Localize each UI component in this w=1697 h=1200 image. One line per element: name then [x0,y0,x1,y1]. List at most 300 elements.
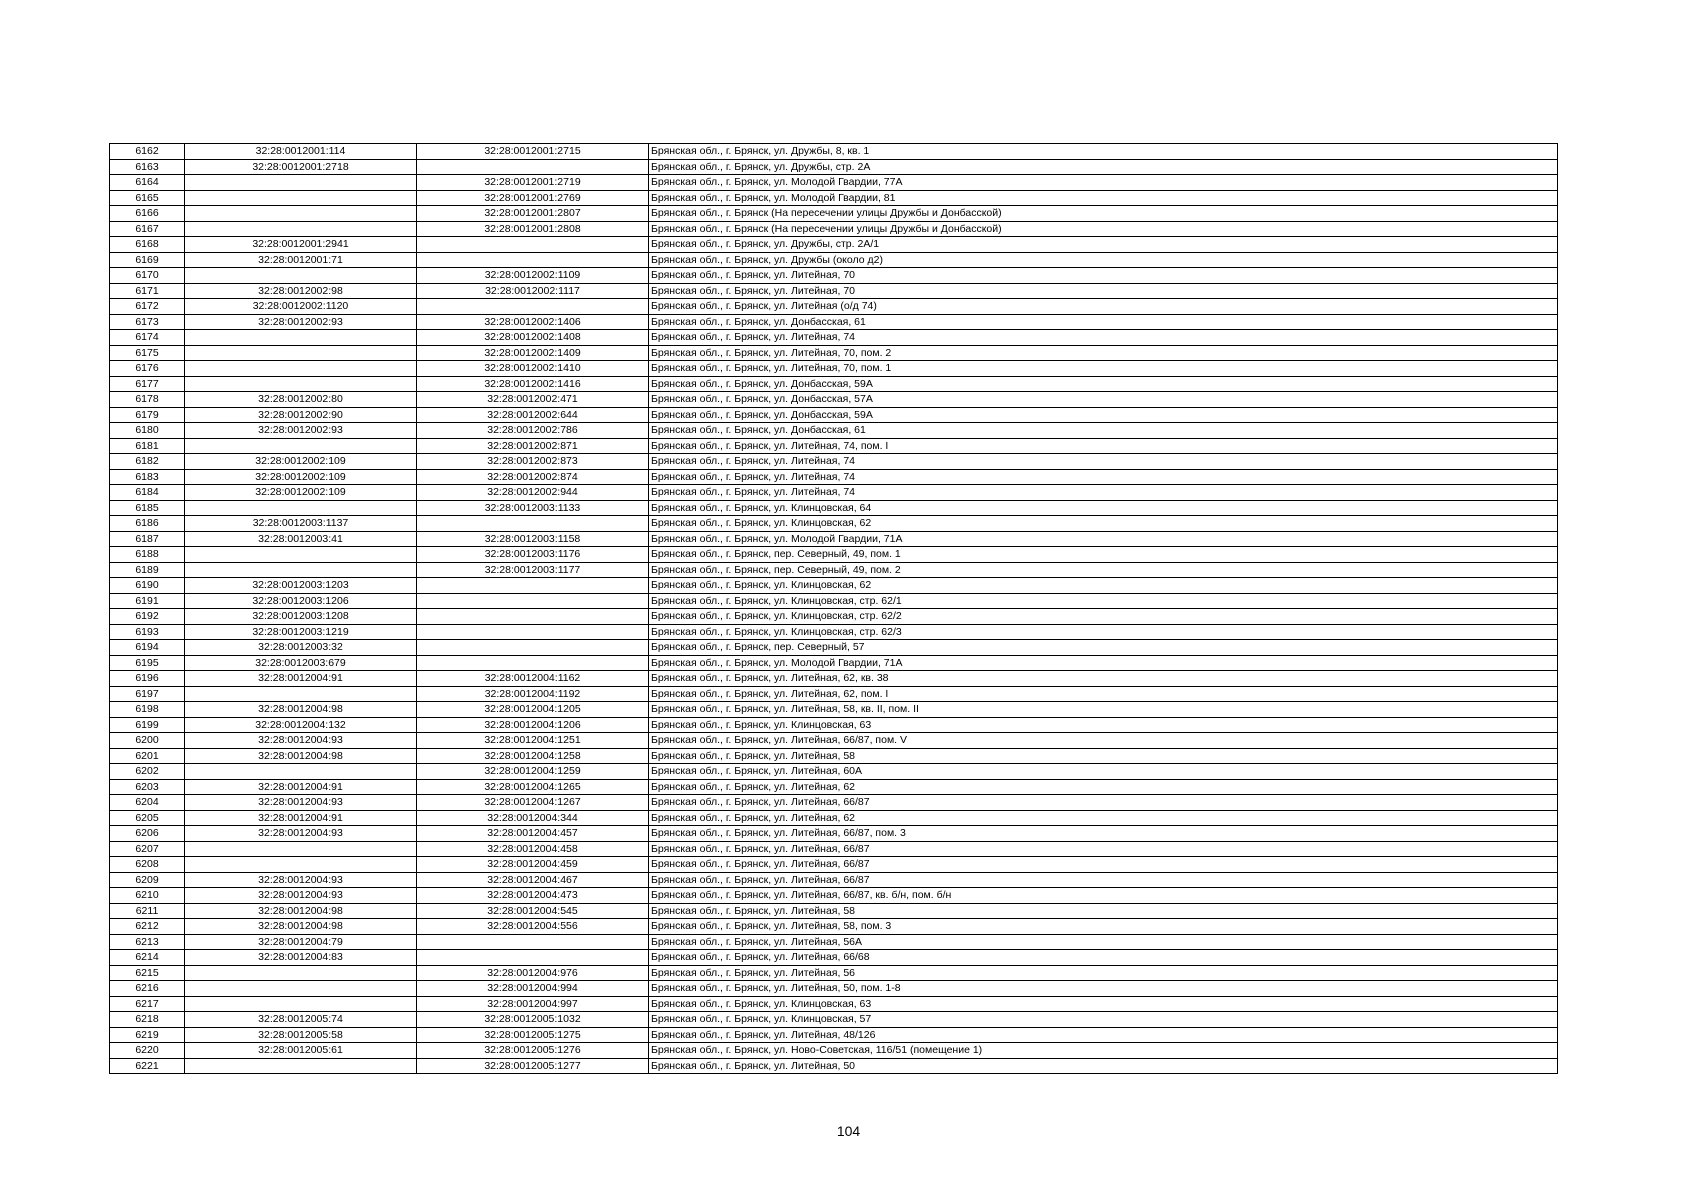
table-row [110,950,1558,966]
object-cadastral-number-cell: 32:28:0012004:1205 [417,702,649,718]
parcel-cadastral-number-cell [185,345,417,361]
object-cadastral-number-cell: 32:28:0012004:1251 [417,733,649,749]
table-row [110,500,1558,516]
table-row [110,547,1558,563]
object-cadastral-number-cell: 32:28:0012002:644 [417,407,649,423]
address-cell: Брянская обл., г. Брянск, ул. Литейная, 58 [649,748,1558,764]
table-row [110,795,1558,811]
parcel-cadastral-number-cell: 32:28:0012002:80 [185,392,417,408]
table-row [110,888,1558,904]
object-cadastral-number-cell: 32:28:0012003:1176 [417,547,649,563]
parcel-cadastral-number-cell: 32:28:0012004:93 [185,888,417,904]
object-cadastral-number-cell: 32:28:0012001:2769 [417,190,649,206]
parcel-cadastral-number-cell [185,1058,417,1074]
address-cell: Брянская обл., г. Брянск, ул. Литейная, 70 [649,283,1558,299]
address-cell: Брянская обл., г. Брянск, ул. Литейная, 74, пом. I [649,438,1558,454]
parcel-cadastral-number-cell: 32:28:0012002:109 [185,454,417,470]
row-number-cell: 6189 [110,562,185,578]
object-cadastral-number-cell: 32:28:0012002:1409 [417,345,649,361]
parcel-cadastral-number-cell [185,268,417,284]
object-cadastral-number-cell: 32:28:0012004:344 [417,810,649,826]
row-number-cell: 6215 [110,965,185,981]
object-cadastral-number-cell: 32:28:0012004:473 [417,888,649,904]
register-table [109,143,1558,1074]
row-number-cell: 6172 [110,299,185,315]
table-row [110,609,1558,625]
table-row [110,593,1558,609]
row-number-cell: 6162 [110,144,185,160]
parcel-cadastral-number-cell: 32:28:0012004:93 [185,826,417,842]
row-number-cell: 6199 [110,717,185,733]
table-row [110,764,1558,780]
object-cadastral-number-cell: 32:28:0012002:471 [417,392,649,408]
row-number-cell: 6184 [110,485,185,501]
object-cadastral-number-cell: 32:28:0012003:1177 [417,562,649,578]
row-number-cell: 6195 [110,655,185,671]
table-row [110,965,1558,981]
object-cadastral-number-cell: 32:28:0012004:467 [417,872,649,888]
table-row [110,686,1558,702]
table-row [110,872,1558,888]
object-cadastral-number-cell [417,609,649,625]
address-cell: Брянская обл., г. Брянск, ул. Литейная, 50 [649,1058,1558,1074]
table-row [110,640,1558,656]
address-cell: Брянская обл., г. Брянск, ул. Литейная, 66/68 [649,950,1558,966]
address-cell: Брянская обл., г. Брянск, ул. Литейная, 66/87 [649,795,1558,811]
row-number-cell: 6213 [110,934,185,950]
address-cell: Брянская обл., г. Брянск, ул. Литейная, 74 [649,330,1558,346]
row-number-cell: 6216 [110,981,185,997]
object-cadastral-number-cell: 32:28:0012002:786 [417,423,649,439]
row-number-cell: 6214 [110,950,185,966]
object-cadastral-number-cell [417,159,649,175]
address-cell: Брянская обл., г. Брянск, ул. Дружбы, стр. 2А [649,159,1558,175]
parcel-cadastral-number-cell [185,965,417,981]
parcel-cadastral-number-cell: 32:28:0012002:109 [185,469,417,485]
address-cell: Брянская обл., г. Брянск, ул. Литейная, 66/87 [649,841,1558,857]
address-cell: Брянская обл., г. Брянск, ул. Литейная, 60А [649,764,1558,780]
object-cadastral-number-cell: 32:28:0012004:1162 [417,671,649,687]
parcel-cadastral-number-cell: 32:28:0012003:1208 [185,609,417,625]
object-cadastral-number-cell: 32:28:0012004:1258 [417,748,649,764]
address-cell: Брянская обл., г. Брянск, ул. Литейная, 70, пом. 1 [649,361,1558,377]
row-number-cell: 6210 [110,888,185,904]
row-number-cell: 6173 [110,314,185,330]
parcel-cadastral-number-cell: 32:28:0012003:679 [185,655,417,671]
parcel-cadastral-number-cell: 32:28:0012004:132 [185,717,417,733]
table-row [110,438,1558,454]
table-row [110,748,1558,764]
object-cadastral-number-cell: 32:28:0012004:556 [417,919,649,935]
object-cadastral-number-cell [417,299,649,315]
address-cell: Брянская обл., г. Брянск, ул. Клинцовская, 57 [649,1012,1558,1028]
parcel-cadastral-number-cell: 32:28:0012003:41 [185,531,417,547]
parcel-cadastral-number-cell [185,330,417,346]
table-row [110,485,1558,501]
address-cell: Брянская обл., г. Брянск, ул. Литейная, 62 [649,779,1558,795]
object-cadastral-number-cell: 32:28:0012001:2715 [417,144,649,160]
address-cell: Брянская обл., г. Брянск, ул. Литейная, 58 [649,903,1558,919]
parcel-cadastral-number-cell [185,547,417,563]
row-number-cell: 6205 [110,810,185,826]
parcel-cadastral-number-cell: 32:28:0012003:1206 [185,593,417,609]
row-number-cell: 6165 [110,190,185,206]
parcel-cadastral-number-cell: 32:28:0012004:93 [185,872,417,888]
object-cadastral-number-cell [417,593,649,609]
address-cell: Брянская обл., г. Брянск, ул. Литейная, 74 [649,469,1558,485]
parcel-cadastral-number-cell: 32:28:0012004:93 [185,733,417,749]
row-number-cell: 6167 [110,221,185,237]
row-number-cell: 6168 [110,237,185,253]
address-cell: Брянская обл., г. Брянск, ул. Ново-Советская, 116/51 (помещение 1) [649,1043,1558,1059]
object-cadastral-number-cell: 32:28:0012004:1206 [417,717,649,733]
row-number-cell: 6209 [110,872,185,888]
table-row [110,702,1558,718]
parcel-cadastral-number-cell: 32:28:0012004:98 [185,748,417,764]
parcel-cadastral-number-cell: 32:28:0012002:1120 [185,299,417,315]
object-cadastral-number-cell: 32:28:0012002:874 [417,469,649,485]
table-row [110,1043,1558,1059]
parcel-cadastral-number-cell: 32:28:0012005:74 [185,1012,417,1028]
row-number-cell: 6186 [110,516,185,532]
parcel-cadastral-number-cell: 32:28:0012005:61 [185,1043,417,1059]
row-number-cell: 6181 [110,438,185,454]
object-cadastral-number-cell: 32:28:0012002:944 [417,485,649,501]
address-cell: Брянская обл., г. Брянск, ул. Клинцовская, стр. 62/1 [649,593,1558,609]
address-cell: Брянская обл., г. Брянск, ул. Литейная, 70, пом. 2 [649,345,1558,361]
object-cadastral-number-cell [417,516,649,532]
table-row [110,655,1558,671]
row-number-cell: 6182 [110,454,185,470]
table-row [110,857,1558,873]
object-cadastral-number-cell: 32:28:0012002:1109 [417,268,649,284]
address-cell: Брянская обл., г. Брянск, ул. Литейная, 74 [649,485,1558,501]
parcel-cadastral-number-cell: 32:28:0012001:2941 [185,237,417,253]
address-cell: Брянская обл., г. Брянск, ул. Дружбы, 8, кв. 1 [649,144,1558,160]
parcel-cadastral-number-cell: 32:28:0012004:98 [185,919,417,935]
row-number-cell: 6219 [110,1027,185,1043]
row-number-cell: 6212 [110,919,185,935]
address-cell: Брянская обл., г. Брянск, ул. Донбасская, 59А [649,376,1558,392]
address-cell: Брянская обл., г. Брянск, ул. Литейная, 58, пом. 3 [649,919,1558,935]
object-cadastral-number-cell: 32:28:0012004:1267 [417,795,649,811]
parcel-cadastral-number-cell [185,857,417,873]
row-number-cell: 6201 [110,748,185,764]
address-cell: Брянская обл., г. Брянск, ул. Литейная, 66/87, кв. б/н, пом. б/н [649,888,1558,904]
object-cadastral-number-cell: 32:28:0012002:873 [417,454,649,470]
parcel-cadastral-number-cell: 32:28:0012004:91 [185,810,417,826]
table-row [110,826,1558,842]
parcel-cadastral-number-cell: 32:28:0012001:2718 [185,159,417,175]
object-cadastral-number-cell [417,624,649,640]
parcel-cadastral-number-cell: 32:28:0012004:79 [185,934,417,950]
parcel-cadastral-number-cell: 32:28:0012003:1137 [185,516,417,532]
object-cadastral-number-cell: 32:28:0012005:1275 [417,1027,649,1043]
table-row [110,190,1558,206]
parcel-cadastral-number-cell [185,361,417,377]
parcel-cadastral-number-cell: 32:28:0012004:98 [185,903,417,919]
table-row [110,624,1558,640]
object-cadastral-number-cell: 32:28:0012004:545 [417,903,649,919]
object-cadastral-number-cell: 32:28:0012002:1410 [417,361,649,377]
row-number-cell: 6211 [110,903,185,919]
parcel-cadastral-number-cell [185,841,417,857]
parcel-cadastral-number-cell: 32:28:0012001:114 [185,144,417,160]
object-cadastral-number-cell [417,655,649,671]
table-row [110,841,1558,857]
table-row [110,469,1558,485]
parcel-cadastral-number-cell: 32:28:0012004:98 [185,702,417,718]
parcel-cadastral-number-cell: 32:28:0012002:98 [185,283,417,299]
row-number-cell: 6204 [110,795,185,811]
parcel-cadastral-number-cell: 32:28:0012003:1219 [185,624,417,640]
table-row [110,919,1558,935]
object-cadastral-number-cell: 32:28:0012004:457 [417,826,649,842]
address-cell: Брянская обл., г. Брянск, ул. Литейная, 70 [649,268,1558,284]
object-cadastral-number-cell: 32:28:0012005:1276 [417,1043,649,1059]
address-cell: Брянская обл., г. Брянск, ул. Литейная, 66/87, пом. 3 [649,826,1558,842]
object-cadastral-number-cell: 32:28:0012001:2807 [417,206,649,222]
address-cell: Брянская обл., г. Брянск, ул. Донбасская, 61 [649,314,1558,330]
object-cadastral-number-cell: 32:28:0012004:994 [417,981,649,997]
parcel-cadastral-number-cell [185,438,417,454]
parcel-cadastral-number-cell [185,206,417,222]
table-row [110,578,1558,594]
parcel-cadastral-number-cell: 32:28:0012003:32 [185,640,417,656]
object-cadastral-number-cell [417,237,649,253]
parcel-cadastral-number-cell: 32:28:0012004:93 [185,795,417,811]
address-cell: Брянская обл., г. Брянск, ул. Клинцовская, 63 [649,717,1558,733]
table-row [110,934,1558,950]
address-cell: Брянская обл., г. Брянск, ул. Литейная, 62 [649,810,1558,826]
table-row [110,376,1558,392]
object-cadastral-number-cell: 32:28:0012005:1032 [417,1012,649,1028]
address-cell: Брянская обл., г. Брянск, ул. Литейная, 74 [649,454,1558,470]
row-number-cell: 6197 [110,686,185,702]
address-cell: Брянская обл., г. Брянск, ул. Литейная (о/д 74) [649,299,1558,315]
table-row [110,671,1558,687]
parcel-cadastral-number-cell: 32:28:0012002:90 [185,407,417,423]
row-number-cell: 6203 [110,779,185,795]
row-number-cell: 6171 [110,283,185,299]
row-number-cell: 6218 [110,1012,185,1028]
table-row [110,345,1558,361]
row-number-cell: 6163 [110,159,185,175]
table-row [110,252,1558,268]
row-number-cell: 6188 [110,547,185,563]
parcel-cadastral-number-cell [185,500,417,516]
address-cell: Брянская обл., г. Брянск, ул. Литейная, 62, кв. 38 [649,671,1558,687]
row-number-cell: 6176 [110,361,185,377]
object-cadastral-number-cell: 32:28:0012004:976 [417,965,649,981]
address-cell: Брянская обл., г. Брянск, ул. Литейная, 62, пом. I [649,686,1558,702]
table-row [110,1012,1558,1028]
table-row [110,423,1558,439]
table-row [110,361,1558,377]
address-cell: Брянская обл., г. Брянск, ул. Молодой Гвардии, 71А [649,531,1558,547]
table-row [110,237,1558,253]
table-row [110,283,1558,299]
row-number-cell: 6174 [110,330,185,346]
object-cadastral-number-cell: 32:28:0012005:1277 [417,1058,649,1074]
parcel-cadastral-number-cell [185,376,417,392]
table-row [110,903,1558,919]
row-number-cell: 6192 [110,609,185,625]
address-cell: Брянская обл., г. Брянск, ул. Донбасская, 61 [649,423,1558,439]
address-cell: Брянская обл., г. Брянск (На пересечении улицы Дружбы и Донбасской) [649,206,1558,222]
parcel-cadastral-number-cell [185,562,417,578]
parcel-cadastral-number-cell: 32:28:0012002:93 [185,423,417,439]
table-row [110,407,1558,423]
address-cell: Брянская обл., г. Брянск, ул. Клинцовская, 62 [649,578,1558,594]
parcel-cadastral-number-cell: 32:28:0012005:58 [185,1027,417,1043]
address-cell: Брянская обл., г. Брянск, ул. Донбасская, 59А [649,407,1558,423]
row-number-cell: 6194 [110,640,185,656]
table-row [110,299,1558,315]
table-row [110,1058,1558,1074]
object-cadastral-number-cell: 32:28:0012001:2719 [417,175,649,191]
table-row [110,144,1558,160]
object-cadastral-number-cell: 32:28:0012001:2808 [417,221,649,237]
row-number-cell: 6185 [110,500,185,516]
address-cell: Брянская обл., г. Брянск, пер. Северный, 49, пом. 1 [649,547,1558,563]
address-cell: Брянская обл., г. Брянск, ул. Литейная, 56 [649,965,1558,981]
row-number-cell: 6178 [110,392,185,408]
address-cell: Брянская обл., г. Брянск, ул. Донбасская, 57А [649,392,1558,408]
parcel-cadastral-number-cell [185,996,417,1012]
address-cell: Брянская обл., г. Брянск, ул. Литейная, 58, кв. II, пом. II [649,702,1558,718]
row-number-cell: 6217 [110,996,185,1012]
parcel-cadastral-number-cell [185,221,417,237]
row-number-cell: 6175 [110,345,185,361]
address-cell: Брянская обл., г. Брянск, пер. Северный, 57 [649,640,1558,656]
parcel-cadastral-number-cell [185,686,417,702]
row-number-cell: 6206 [110,826,185,842]
row-number-cell: 6179 [110,407,185,423]
address-cell: Брянская обл., г. Брянск, ул. Литейная, 56А [649,934,1558,950]
row-number-cell: 6177 [110,376,185,392]
parcel-cadastral-number-cell: 32:28:0012002:109 [185,485,417,501]
table-row [110,717,1558,733]
address-cell: Брянская обл., г. Брянск, ул. Клинцовская, стр. 62/3 [649,624,1558,640]
object-cadastral-number-cell: 32:28:0012004:1265 [417,779,649,795]
table-row [110,454,1558,470]
address-cell: Брянская обл., г. Брянск, ул. Клинцовская, 64 [649,500,1558,516]
row-number-cell: 6190 [110,578,185,594]
row-number-cell: 6166 [110,206,185,222]
parcel-cadastral-number-cell: 32:28:0012004:91 [185,671,417,687]
table-row [110,733,1558,749]
address-cell: Брянская обл., г. Брянск, ул. Дружбы (около д2) [649,252,1558,268]
register-table-body [110,144,1558,1074]
object-cadastral-number-cell: 32:28:0012002:1408 [417,330,649,346]
row-number-cell: 6198 [110,702,185,718]
table-row [110,779,1558,795]
table-row [110,330,1558,346]
object-cadastral-number-cell: 32:28:0012002:1117 [417,283,649,299]
address-cell: Брянская обл., г. Брянск, пер. Северный, 49, пом. 2 [649,562,1558,578]
object-cadastral-number-cell [417,578,649,594]
row-number-cell: 6183 [110,469,185,485]
row-number-cell: 6191 [110,593,185,609]
address-cell: Брянская обл., г. Брянск, ул. Клинцовская, стр. 62/2 [649,609,1558,625]
parcel-cadastral-number-cell: 32:28:0012004:83 [185,950,417,966]
address-cell: Брянская обл., г. Брянск, ул. Молодой Гвардии, 81 [649,190,1558,206]
row-number-cell: 6169 [110,252,185,268]
object-cadastral-number-cell: 32:28:0012004:1259 [417,764,649,780]
object-cadastral-number-cell: 32:28:0012003:1158 [417,531,649,547]
parcel-cadastral-number-cell: 32:28:0012004:91 [185,779,417,795]
table-row [110,996,1558,1012]
parcel-cadastral-number-cell: 32:28:0012003:1203 [185,578,417,594]
row-number-cell: 6180 [110,423,185,439]
address-cell: Брянская обл., г. Брянск, ул. Литейная, 66/87, пом. V [649,733,1558,749]
parcel-cadastral-number-cell [185,175,417,191]
table-row [110,981,1558,997]
address-cell: Брянская обл., г. Брянск, ул. Литейная, 66/87 [649,872,1558,888]
row-number-cell: 6200 [110,733,185,749]
address-cell: Брянская обл., г. Брянск, ул. Литейная, 48/126 [649,1027,1558,1043]
object-cadastral-number-cell: 32:28:0012004:459 [417,857,649,873]
row-number-cell: 6170 [110,268,185,284]
row-number-cell: 6164 [110,175,185,191]
row-number-cell: 6193 [110,624,185,640]
page-number: 104 [836,1123,861,1139]
row-number-cell: 6220 [110,1043,185,1059]
table-row [110,221,1558,237]
table-row [110,314,1558,330]
object-cadastral-number-cell: 32:28:0012004:1192 [417,686,649,702]
table-row [110,810,1558,826]
row-number-cell: 6187 [110,531,185,547]
parcel-cadastral-number-cell: 32:28:0012001:71 [185,252,417,268]
object-cadastral-number-cell [417,934,649,950]
object-cadastral-number-cell: 32:28:0012002:1406 [417,314,649,330]
object-cadastral-number-cell: 32:28:0012002:871 [417,438,649,454]
address-cell: Брянская обл., г. Брянск, ул. Молодой Гвардии, 71А [649,655,1558,671]
object-cadastral-number-cell: 32:28:0012004:997 [417,996,649,1012]
table-row [110,516,1558,532]
parcel-cadastral-number-cell [185,981,417,997]
object-cadastral-number-cell: 32:28:0012002:1416 [417,376,649,392]
parcel-cadastral-number-cell [185,190,417,206]
parcel-cadastral-number-cell: 32:28:0012002:93 [185,314,417,330]
table-row [110,531,1558,547]
table-row [110,562,1558,578]
object-cadastral-number-cell [417,640,649,656]
row-number-cell: 6207 [110,841,185,857]
object-cadastral-number-cell [417,252,649,268]
object-cadastral-number-cell [417,950,649,966]
table-row [110,268,1558,284]
row-number-cell: 6202 [110,764,185,780]
table-row [110,159,1558,175]
row-number-cell: 6196 [110,671,185,687]
table-row [110,175,1558,191]
row-number-cell: 6208 [110,857,185,873]
object-cadastral-number-cell: 32:28:0012004:458 [417,841,649,857]
table-row [110,392,1558,408]
table-row [110,1027,1558,1043]
row-number-cell: 6221 [110,1058,185,1074]
address-cell: Брянская обл., г. Брянск, ул. Молодой Гвардии, 77А [649,175,1558,191]
address-cell: Брянская обл., г. Брянск, ул. Клинцовская, 63 [649,996,1558,1012]
table-row [110,206,1558,222]
object-cadastral-number-cell: 32:28:0012003:1133 [417,500,649,516]
address-cell: Брянская обл., г. Брянск, ул. Литейная, 66/87 [649,857,1558,873]
address-cell: Брянская обл., г. Брянск, ул. Литейная, 50, пом. 1-8 [649,981,1558,997]
address-cell: Брянская обл., г. Брянск, ул. Клинцовская, 62 [649,516,1558,532]
